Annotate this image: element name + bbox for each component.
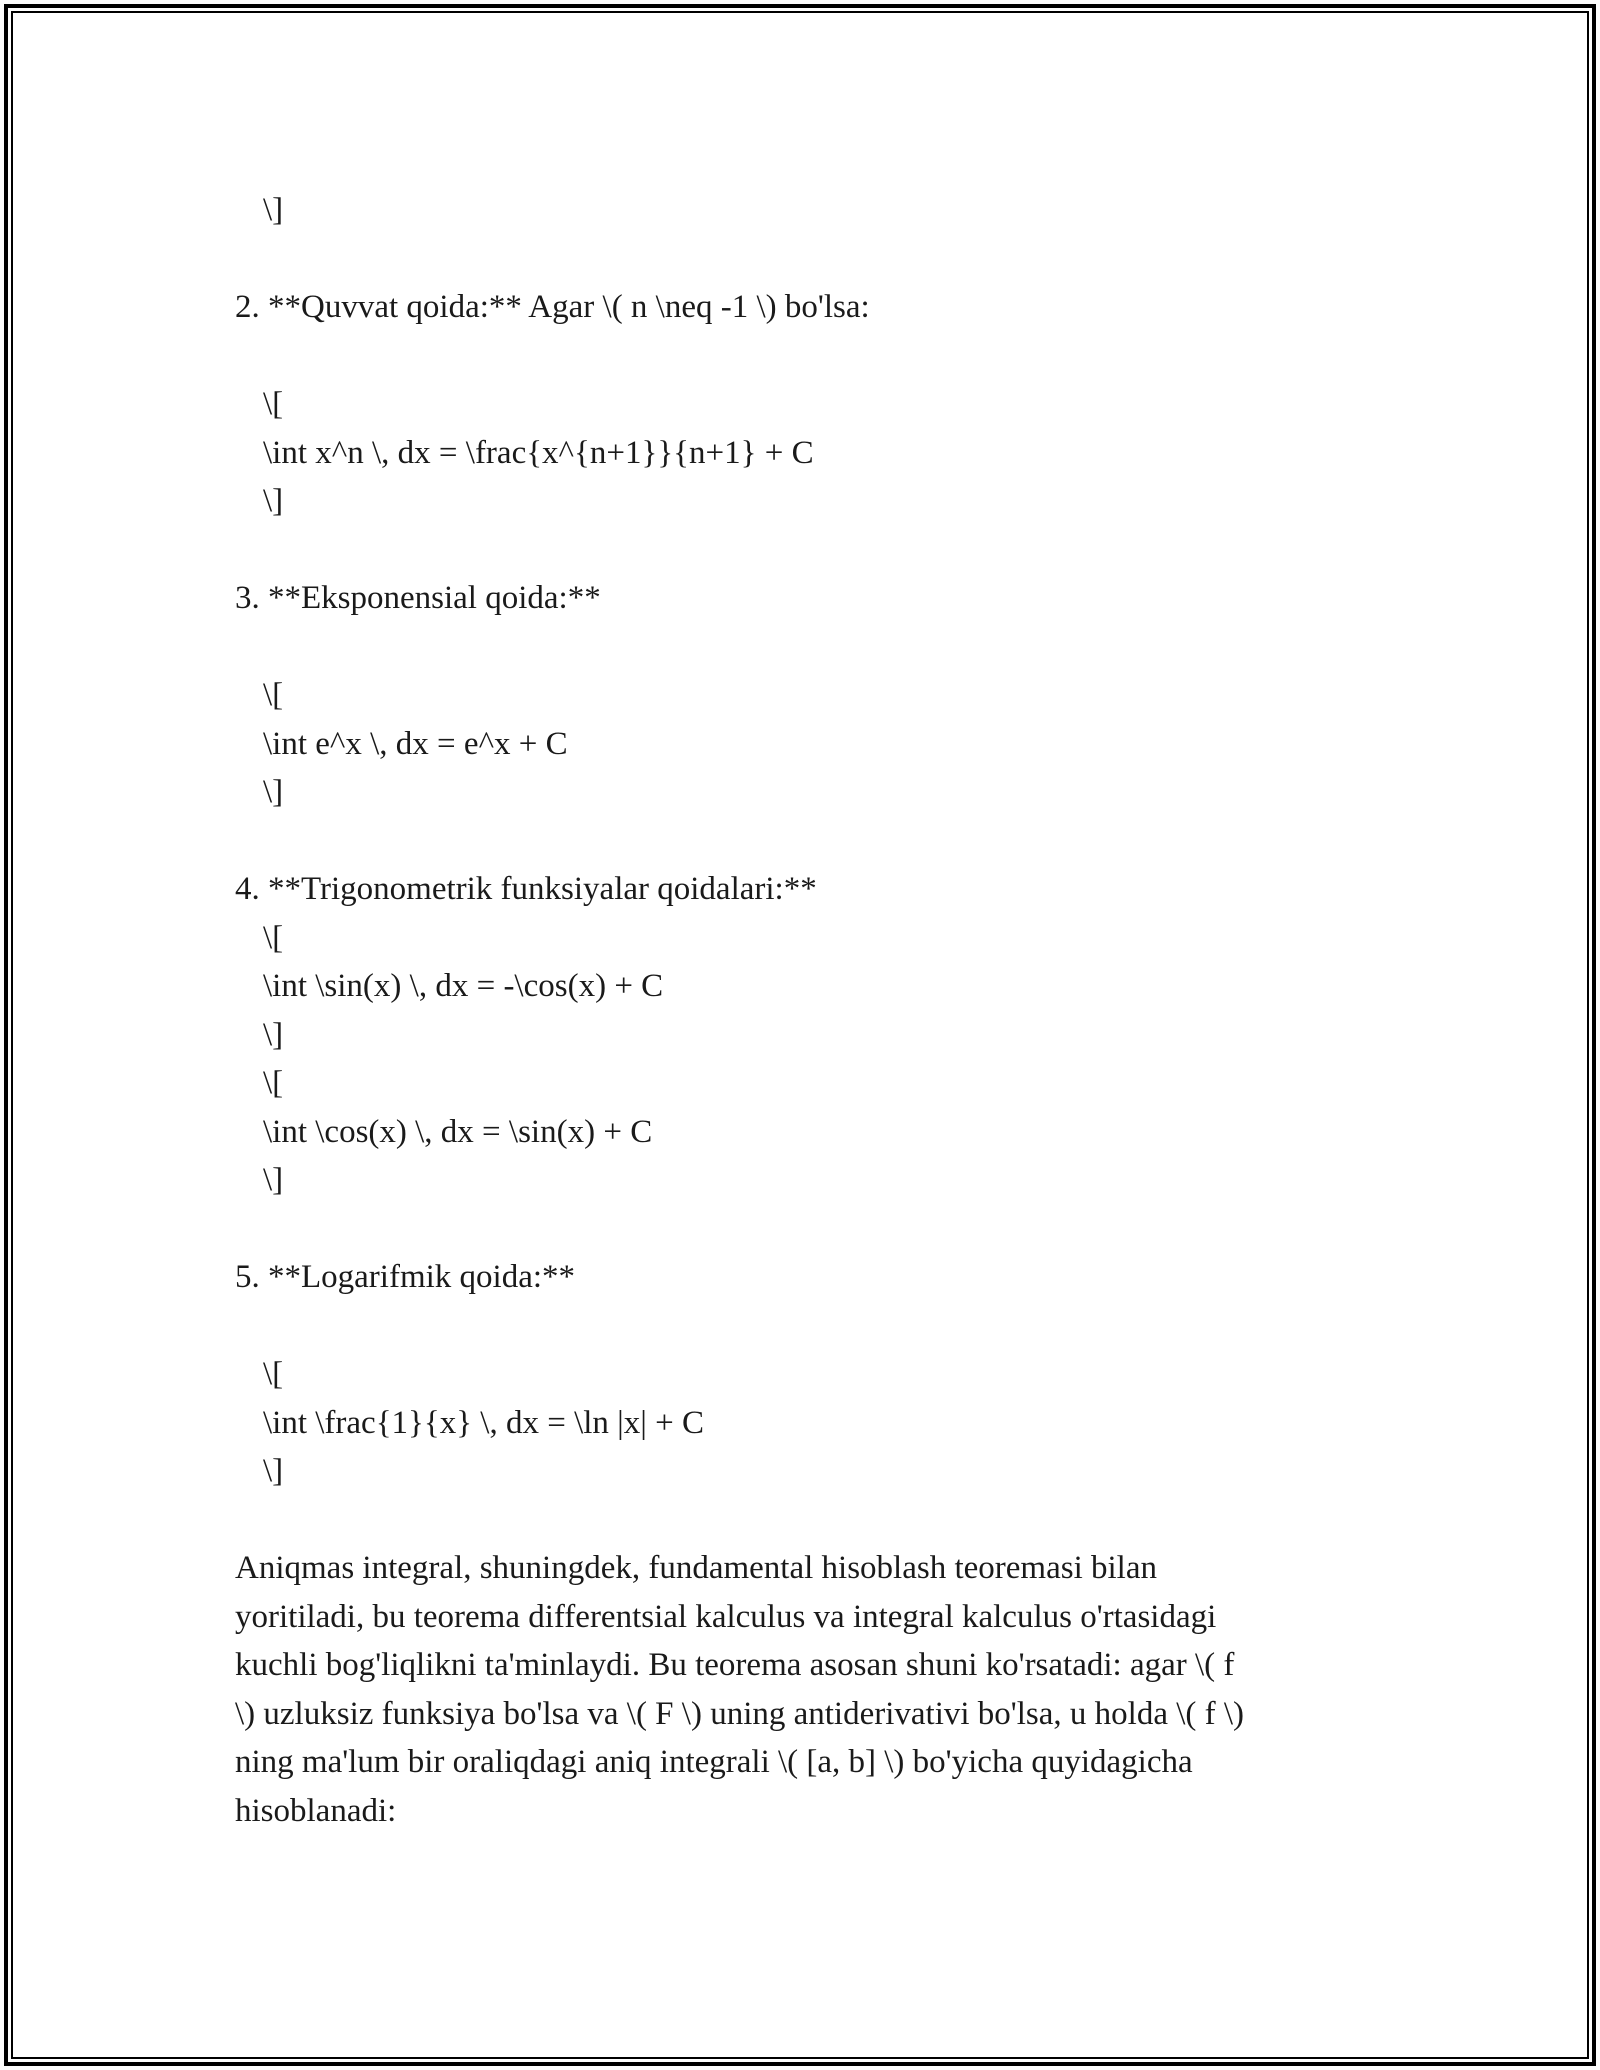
blank-line [235,817,1375,866]
formula-line: \int e^x \, dx = e^x + C [263,725,568,762]
document-body [235,186,1375,1835]
paragraph-line: \) uzluksiz funksiya bo'lsa va \( F \) uning antiderivativi bo'lsa, u holda \( f \) [235,1695,1245,1732]
formula-line: \[ [263,1356,284,1392]
formula-line: \] [263,1162,284,1198]
formula-line: \int \sin(x) \, dx = -\cos(x) + C [263,968,664,1004]
formula-line: \int \frac{1}{x} \, dx = \ln |x| + C [263,1404,705,1441]
blank-line [235,1205,1375,1254]
blank-line [235,235,1375,284]
formula-line: \] [263,483,284,519]
blank-line [235,1496,1375,1545]
formula-line: \[ [263,386,284,422]
formula-line: \[ [263,919,284,956]
formula-line: \int x^n \, dx = \frac{x^{n+1}}{n+1} + C [263,434,814,471]
paragraph-line: ning ma'lum bir oraliqdagi aniq integrali \( [a, b] \) bo'yicha quyidagicha [235,1744,1193,1780]
formula-line: \] [263,1016,284,1053]
blank-line [235,623,1375,672]
list-item-heading: 2. **Quvvat qoida:** Agar \( n \neq -1 \) bo'lsa: [235,289,870,325]
formula-line: \] [263,774,284,810]
formula-line: \int \cos(x) \, dx = \sin(x) + C [263,1113,653,1150]
paragraph-line: Aniqmas integral, shuningdek, fundamental hisoblash teoremasi bilan [235,1550,1157,1586]
formula-line: \] [263,1453,284,1489]
list-item-heading: 5. **Logarifmik qoida:** [235,1259,576,1295]
blank-line [235,526,1375,575]
paragraph-line: yoritiladi, bu teorema differentsial kalculus va integral kalculus o'rtasidagi [235,1598,1217,1635]
paragraph [235,1544,1375,1835]
formula-line: \[ [263,677,284,713]
blank-line [235,1302,1375,1351]
blank-line [235,332,1375,381]
list-item-heading: 4. **Trigonometrik funksiyalar qoidalari:** [235,871,817,907]
list-item-heading: 3. **Eksponensial qoida:** [235,580,601,616]
formula-line: \] [263,192,284,228]
paragraph-line: hisoblanadi: [235,1792,397,1829]
paragraph-line: kuchli bog'liqlikni ta'minlaydi. Bu teorema asosan shuni ko'rsatadi: agar \( f [235,1647,1235,1683]
formula-line: \[ [263,1065,284,1101]
